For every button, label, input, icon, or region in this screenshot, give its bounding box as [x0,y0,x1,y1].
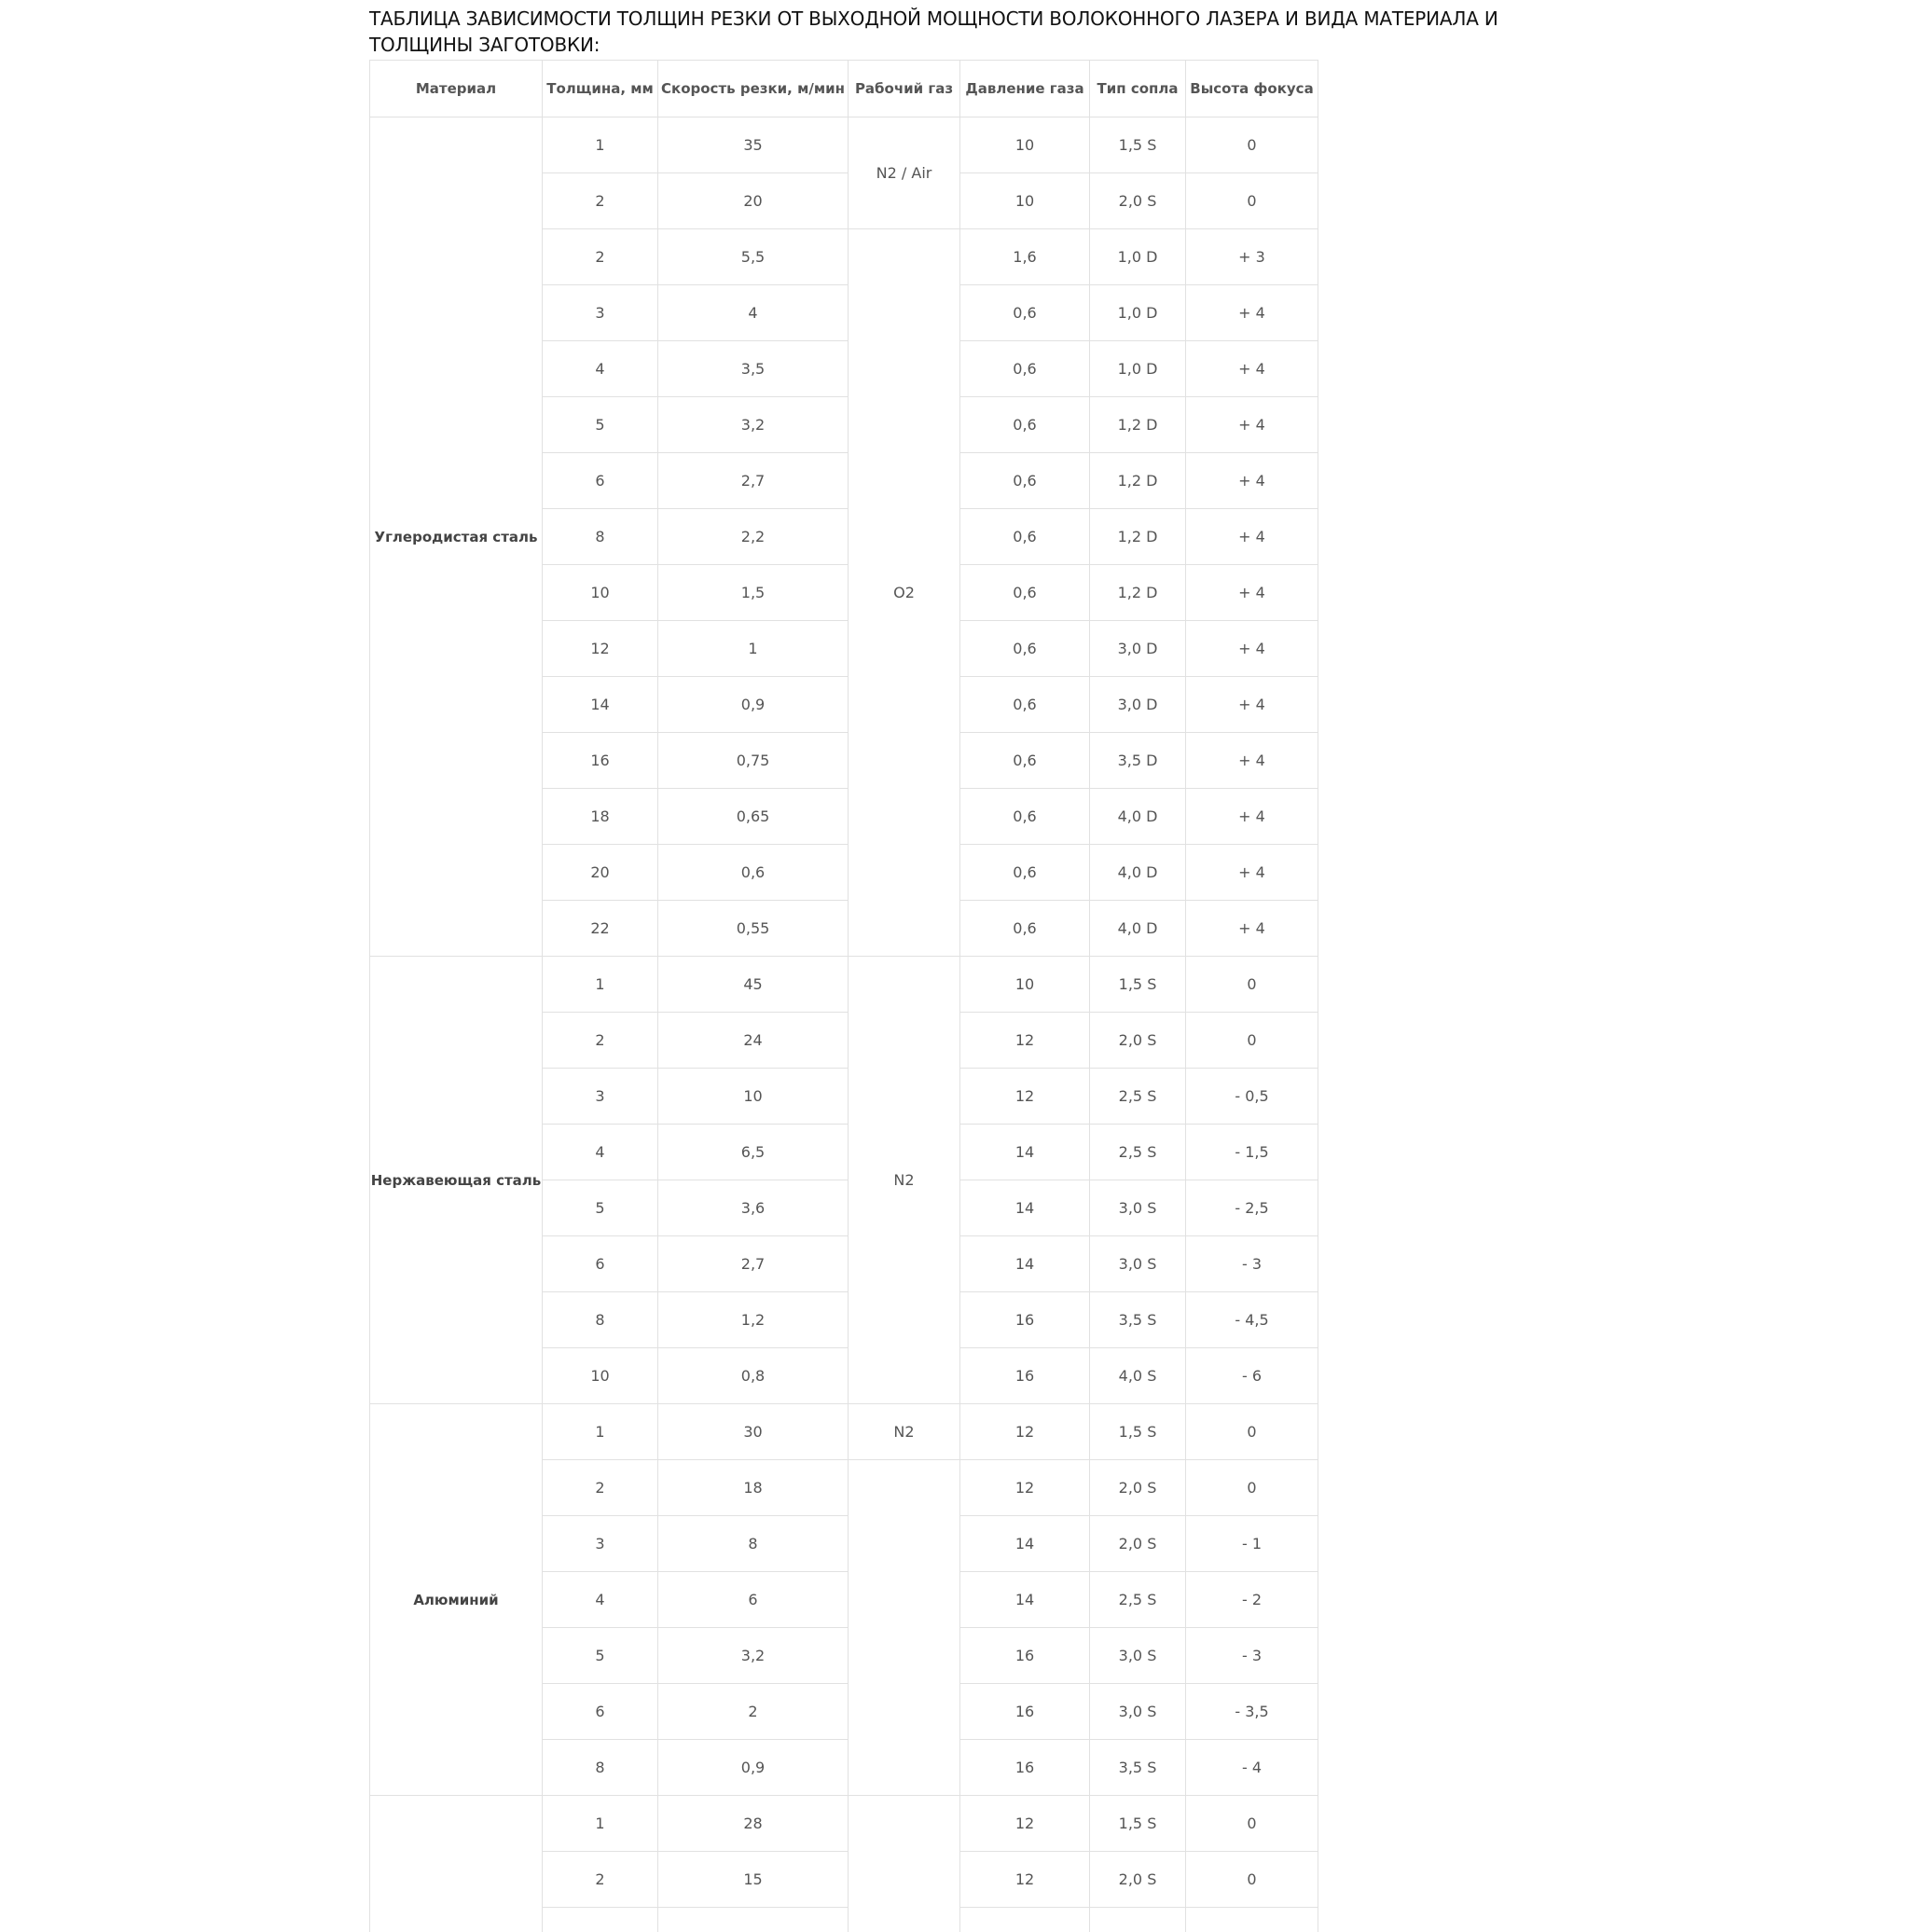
pressure-cell: 16 [960,1348,1090,1404]
speed-cell: 3,6 [658,1180,849,1236]
thickness-cell: 6 [543,1236,658,1292]
nozzle-cell: 1,0 D [1090,341,1186,397]
col-header-gas: Рабочий газ [849,61,960,117]
nozzle-cell: 1,5 S [1090,117,1186,173]
col-header-speed: Скорость резки, м/мин [658,61,849,117]
thickness-cell: 5 [543,1180,658,1236]
nozzle-cell: 2,0 S [1090,173,1186,229]
focus-cell: + 4 [1186,733,1318,789]
focus-cell: + 4 [1186,341,1318,397]
nozzle-cell: 3,0 S [1090,1180,1186,1236]
pressure-cell: 14 [960,1572,1090,1628]
speed-cell: 20 [658,173,849,229]
table-row [370,117,1318,173]
thickness-cell: 22 [543,901,658,957]
thickness-cell: 2 [543,1013,658,1069]
nozzle-cell: 2,0 S [1090,1013,1186,1069]
material-cell: Углеродистая сталь [370,117,543,957]
thickness-cell: 3 [543,1069,658,1125]
speed-cell: 0,9 [658,1740,849,1796]
focus-cell: + 4 [1186,453,1318,509]
header-row [370,61,1318,117]
table-row [370,1404,1318,1460]
pressure-cell: 0,6 [960,453,1090,509]
focus-cell: + 4 [1186,677,1318,733]
focus-cell: - 1,5 [1186,1125,1318,1180]
nozzle-cell: 3,0 D [1090,621,1186,677]
speed-cell: 45 [658,957,849,1013]
speed-cell: 35 [658,117,849,173]
table-row [370,957,1318,1013]
thickness-cell: 3 [543,285,658,341]
pressure-cell: 12 [960,1460,1090,1516]
nozzle-cell: 1,2 D [1090,397,1186,453]
pressure-cell: 12 [960,1852,1090,1908]
speed-cell: 2,2 [658,509,849,565]
nozzle-cell: 3,0 D [1090,677,1186,733]
col-header-nozzle: Тип сопла [1090,61,1186,117]
nozzle-cell: 4,0 D [1090,901,1186,957]
speed-cell: 0,65 [658,789,849,845]
focus-cell: + 4 [1186,509,1318,565]
nozzle-cell: 2,0 S [1090,1852,1186,1908]
speed-cell: 8 [658,1516,849,1572]
nozzle-cell: 1,0 D [1090,285,1186,341]
pressure-cell: 16 [960,1740,1090,1796]
nozzle-cell: 3,5 S [1090,1292,1186,1348]
pressure-cell: 14 [960,1236,1090,1292]
thickness-cell: 4 [543,1572,658,1628]
pressure-cell: 0,6 [960,733,1090,789]
pressure-cell: 12 [960,1796,1090,1852]
speed-cell: 28 [658,1796,849,1852]
thickness-cell: 6 [543,1684,658,1740]
nozzle-cell: 2,0 S [1090,1516,1186,1572]
thickness-cell: 1 [543,117,658,173]
nozzle-cell: 3,0 S [1090,1684,1186,1740]
gas-cell: N2 [849,957,960,1404]
pressure-cell: 0,6 [960,397,1090,453]
focus-cell: 0 [1186,1404,1318,1460]
thickness-cell: 8 [543,509,658,565]
pressure-cell: 10 [960,173,1090,229]
pressure-cell: 0,6 [960,341,1090,397]
speed-cell: 4 [658,285,849,341]
gas-cell: N2 / Air [849,117,960,229]
thickness-cell: 14 [543,677,658,733]
focus-cell: 0 [1186,173,1318,229]
speed-cell: 0,75 [658,733,849,789]
focus-cell: - 0,5 [1186,1069,1318,1125]
speed-cell: 2 [658,1684,849,1740]
thickness-cell: 2 [543,229,658,285]
nozzle-cell: 1,2 D [1090,509,1186,565]
nozzle-cell: 1,5 S [1090,957,1186,1013]
gas-cell [849,1460,960,1796]
nozzle-cell: 1,2 D [1090,565,1186,621]
table-row [370,1796,1318,1852]
speed-cell: 18 [658,1460,849,1516]
pressure-cell: 16 [960,1292,1090,1348]
nozzle-cell: 4,0 D [1090,789,1186,845]
thickness-cell: 18 [543,789,658,845]
focus-cell: 0 [1186,117,1318,173]
nozzle-cell: 2,5 S [1090,1125,1186,1180]
thickness-cell: 8 [543,1292,658,1348]
nozzle-cell: 3,0 S [1090,1236,1186,1292]
speed-cell [658,1908,849,1932]
thickness-cell: 4 [543,341,658,397]
focus-cell: 0 [1186,957,1318,1013]
nozzle-cell: 3,5 S [1090,1740,1186,1796]
focus-cell: + 4 [1186,565,1318,621]
focus-cell [1186,1908,1318,1932]
focus-cell: - 6 [1186,1348,1318,1404]
pressure-cell: 14 [960,1180,1090,1236]
speed-cell: 1,2 [658,1292,849,1348]
speed-cell: 0,6 [658,845,849,901]
focus-cell: - 2,5 [1186,1180,1318,1236]
pressure-cell: 0,6 [960,565,1090,621]
speed-cell: 6 [658,1572,849,1628]
thickness-cell: 10 [543,1348,658,1404]
focus-cell: + 4 [1186,845,1318,901]
thickness-cell: 4 [543,1125,658,1180]
speed-cell: 1,5 [658,565,849,621]
pressure-cell: 0,6 [960,677,1090,733]
pressure-cell: 0,6 [960,285,1090,341]
focus-cell: - 4 [1186,1740,1318,1796]
speed-cell: 0,8 [658,1348,849,1404]
pressure-cell: 0,6 [960,901,1090,957]
gas-cell [849,1796,960,1932]
speed-cell: 2,7 [658,1236,849,1292]
pressure-cell: 0,6 [960,621,1090,677]
focus-cell: + 4 [1186,285,1318,341]
pressure-cell: 0,6 [960,509,1090,565]
focus-cell: + 4 [1186,621,1318,677]
pressure-cell: 16 [960,1684,1090,1740]
nozzle-cell: 3,5 D [1090,733,1186,789]
nozzle-cell [1090,1908,1186,1932]
thickness-cell: 12 [543,621,658,677]
col-header-material: Материал [370,61,543,117]
thickness-cell: 2 [543,1460,658,1516]
speed-cell: 5,5 [658,229,849,285]
material-cell: Нержавеющая сталь [370,957,543,1404]
thickness-cell: 20 [543,845,658,901]
material-cell: Алюминий [370,1404,543,1796]
nozzle-cell: 3,0 S [1090,1628,1186,1684]
speed-cell: 10 [658,1069,849,1125]
focus-cell: 0 [1186,1852,1318,1908]
thickness-cell: 6 [543,453,658,509]
pressure-cell: 10 [960,957,1090,1013]
col-header-pressure: Давление газа [960,61,1090,117]
nozzle-cell: 1,0 D [1090,229,1186,285]
focus-cell: - 3,5 [1186,1684,1318,1740]
pressure-cell: 14 [960,1125,1090,1180]
thickness-cell: 16 [543,733,658,789]
nozzle-cell: 2,0 S [1090,1460,1186,1516]
thickness-cell [543,1908,658,1932]
pressure-cell: 0,6 [960,845,1090,901]
focus-cell: 0 [1186,1796,1318,1852]
speed-cell: 15 [658,1852,849,1908]
thickness-cell: 2 [543,1852,658,1908]
nozzle-cell: 4,0 S [1090,1348,1186,1404]
focus-cell: + 3 [1186,229,1318,285]
focus-cell: + 4 [1186,901,1318,957]
nozzle-cell: 1,5 S [1090,1404,1186,1460]
material-cell [370,1796,543,1932]
speed-cell: 0,55 [658,901,849,957]
pressure-cell: 14 [960,1516,1090,1572]
speed-cell: 24 [658,1013,849,1069]
thickness-cell: 2 [543,173,658,229]
table-body [370,117,1318,1932]
focus-cell: 0 [1186,1460,1318,1516]
speed-cell: 0,9 [658,677,849,733]
nozzle-cell: 1,5 S [1090,1796,1186,1852]
speed-cell: 1 [658,621,849,677]
focus-cell: - 3 [1186,1628,1318,1684]
thickness-cell: 5 [543,397,658,453]
focus-cell: - 4,5 [1186,1292,1318,1348]
pressure-cell: 1,6 [960,229,1090,285]
focus-cell: 0 [1186,1013,1318,1069]
thickness-cell: 3 [543,1516,658,1572]
pressure-cell: 12 [960,1013,1090,1069]
speed-cell: 3,2 [658,1628,849,1684]
thickness-cell: 10 [543,565,658,621]
nozzle-cell: 1,2 D [1090,453,1186,509]
speed-cell: 2,7 [658,453,849,509]
nozzle-cell: 2,5 S [1090,1069,1186,1125]
gas-cell: O2 [849,229,960,957]
focus-cell: - 2 [1186,1572,1318,1628]
cutting-parameters-table [369,60,1318,1932]
thickness-cell: 5 [543,1628,658,1684]
speed-cell: 3,2 [658,397,849,453]
thickness-cell: 1 [543,1404,658,1460]
thickness-cell: 1 [543,957,658,1013]
pressure-cell: 16 [960,1628,1090,1684]
focus-cell: + 4 [1186,397,1318,453]
col-header-focus: Высота фокуса [1186,61,1318,117]
speed-cell: 6,5 [658,1125,849,1180]
page-title: ТАБЛИЦА ЗАВИСИМОСТИ ТОЛЩИН РЕЗКИ ОТ ВЫХОДНОЙ МОЩНОСТИ ВОЛОКОННОГО ЛАЗЕРА И ВИДА МАТЕРИАЛА И ТОЛЩИНЫ ЗАГОТОВКИ: [369,7,1498,56]
speed-cell: 30 [658,1404,849,1460]
pressure-cell: 10 [960,117,1090,173]
thickness-cell: 8 [543,1740,658,1796]
pressure-cell: 12 [960,1069,1090,1125]
speed-cell: 3,5 [658,341,849,397]
focus-cell: - 1 [1186,1516,1318,1572]
nozzle-cell: 4,0 D [1090,845,1186,901]
focus-cell: + 4 [1186,789,1318,845]
focus-cell: - 3 [1186,1236,1318,1292]
nozzle-cell: 2,5 S [1090,1572,1186,1628]
thickness-cell: 1 [543,1796,658,1852]
gas-cell: N2 [849,1404,960,1460]
pressure-cell: 12 [960,1404,1090,1460]
pressure-cell [960,1908,1090,1932]
col-header-thickness: Толщина, мм [543,61,658,117]
pressure-cell: 0,6 [960,789,1090,845]
